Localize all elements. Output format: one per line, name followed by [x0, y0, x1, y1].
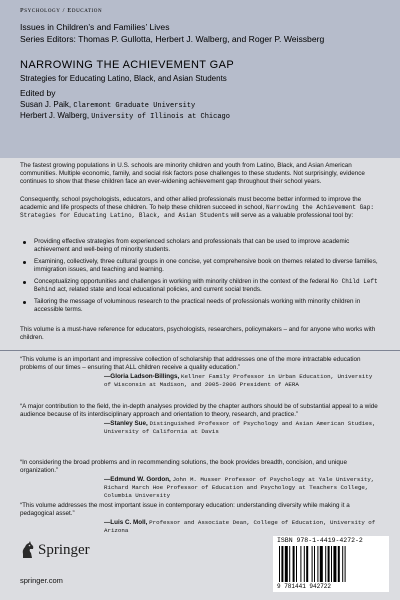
- endorsement-3-name: —Edmund W. Gordon,: [104, 476, 171, 483]
- category-label: [20, 7, 102, 14]
- editor-1-name: Susan J. Paik,: [20, 100, 72, 109]
- description-book-title: Narrowing the Achievement Gap: Strategies for Educating Latino, Black, and Asian Students: [20, 204, 374, 219]
- book-title: NARROWING THE ACHIEVEMENT GAP: [20, 59, 235, 71]
- bullet-text-2: Examining, collectively, three cultural groups in one concise, yet comprehensive book on themes related to diverse families, immigration issues, and teaching and learning.: [34, 258, 378, 273]
- endorsement-1: [20, 356, 382, 389]
- barcode-bar: [328, 546, 330, 582]
- editor-2-affiliation: University of Illinois at Chicago: [91, 113, 230, 121]
- barcode-bar: [304, 546, 305, 582]
- endorsement-3-text: “In considering the broad problems and in recommending solutions, the book provides breadth, concision, and unique organization.”: [20, 459, 347, 474]
- list-item: [20, 258, 382, 274]
- list-item: [20, 278, 382, 294]
- barcode-bar: [333, 546, 336, 582]
- barcode-bar: [338, 546, 340, 582]
- closing-paragraph: [20, 326, 382, 342]
- isbn-barcode: [273, 536, 389, 592]
- list-item: [20, 238, 382, 254]
- bullet-text-3-end: act, related state and local educational policies, and current social trends.: [57, 286, 262, 293]
- endorsement-4: [20, 502, 382, 535]
- publisher-name: Springer: [38, 541, 90, 558]
- editor-2: [20, 111, 230, 121]
- barcode-bar: [281, 546, 283, 582]
- barcode-bar: [285, 546, 288, 582]
- barcode-bar: [279, 546, 280, 582]
- endorsement-1-affiliation: Kellner Family Professor in Urban Education, University of Wisconsin at Madison, and 2005-2006 President of AERA: [104, 373, 373, 388]
- endorsement-1-name: —Gloria Ladson-Billings,: [104, 373, 180, 380]
- series-title: Issues in Children’s and Families’ Lives: [20, 22, 170, 32]
- endorsement-2-text: “A major contribution to the field, the in-depth analyses provided by the chapter authors should be of substantial appeal to a wide audience because of its interdisciplinary approach and orientation to theory, research, and practice.”: [20, 403, 378, 418]
- barcode-bar: [306, 546, 308, 582]
- editor-1-affiliation: Claremont Graduate University: [73, 102, 196, 110]
- barcode-bar: [325, 546, 326, 582]
- endorsement-4-attribution: [104, 519, 382, 535]
- description-text-2-end: will serve as a valuable professional tool by:: [230, 212, 354, 219]
- endorsement-2: [20, 403, 382, 436]
- series-editors: Series Editors: Thomas P. Gullotta, Herbert J. Walberg, and Roger P. Weissberg: [20, 34, 325, 44]
- bullet-text-4: Tailoring the message of voluminous research to the practical needs of professionals working with minority children in accessible terms.: [34, 298, 361, 313]
- barcode-bar: [331, 546, 332, 582]
- endorsement-1-text: “This volume is an important and impressive collection of scholarship that addresses one of the more intractable education problems of our times – ensuring that ALL children receive a quality education.”: [20, 356, 361, 371]
- barcode-bar: [296, 546, 297, 582]
- description-text-2-start: Consequently, school psychologists, educators, and other allied professionals must become better informed to improve the academic and life prospects of these children. To help these children succeed in school,: [20, 196, 362, 211]
- endorsement-1-attribution: [104, 373, 382, 389]
- endorsement-3: [20, 459, 382, 500]
- barcode-bar: [345, 546, 346, 582]
- feature-list: [20, 238, 382, 318]
- closing-text: This volume is a must-have reference for educators, psychologists, researchers, policymakers – and for anyone who works with children.: [20, 326, 376, 341]
- endorsement-4-text: “This volume addresses the most important issue in contemporary education: understanding diversity while making it a pedagogical asset.”: [20, 502, 350, 517]
- barcode-bar: [320, 546, 323, 582]
- bullet-text-3-start: Conceptualizing opportunities and challenges in working with minority children in the context of the federal: [34, 278, 330, 285]
- description-text-1: The fastest growing populations in U.S. schools are minority children and youth from Latino, Black, and Asian American communities. Multiple economic, family, and social risk factors pose challenges to these students. Not surprisingly, evidence continues to show that these children face an ever-widening achievement gap throughout their school years.: [20, 162, 365, 185]
- endorsement-2-affiliation: Distinguished Professor of Psychology and Asian American Studies, University of California at Davis: [104, 420, 376, 435]
- barcode-bar: [342, 546, 343, 582]
- description-paragraph-1: [20, 162, 382, 186]
- description-paragraph-2: [20, 196, 382, 220]
- barcode-bar: [314, 546, 315, 582]
- book-subtitle: Strategies for Educating Latino, Black, and Asian Students: [20, 74, 227, 83]
- endorsement-4-affiliation: Professor and Associate Dean, College of Education, University of Arizona: [104, 519, 376, 534]
- category-text: Psychology / Education: [20, 7, 103, 14]
- springer-knight-icon: [20, 541, 35, 559]
- endorsement-2-name: —Stanley Sue,: [104, 420, 148, 427]
- barcode-bar: [293, 546, 295, 582]
- publisher-website[interactable]: springer.com: [20, 576, 63, 585]
- section-divider: [0, 350, 400, 351]
- isbn-text: ISBN 978-1-4419-4272-2: [277, 537, 363, 544]
- springer-logo: [20, 541, 90, 559]
- endorsement-3-attribution: [104, 476, 382, 500]
- barcode-bar: [312, 546, 313, 582]
- bullet-text-1: Providing effective strategies from experienced scholars and professionals that can be used to improve academic achievement and well-being of minority students.: [34, 238, 350, 253]
- barcode-bar: [317, 546, 318, 582]
- bullet-act-name: No Child Left Behind: [34, 278, 378, 293]
- barcode-number: 9 781441 942722: [277, 583, 332, 590]
- description-text-2: [20, 196, 382, 220]
- editor-2-name: Herbert J. Walberg,: [20, 111, 90, 120]
- endorsement-2-attribution: [104, 420, 382, 436]
- barcode-bars: [279, 546, 383, 582]
- editor-1: [20, 100, 195, 110]
- barcode-bar: [289, 546, 290, 582]
- barcode-bar: [300, 546, 301, 582]
- list-item: [20, 298, 382, 314]
- edited-by-label: Edited by: [20, 88, 56, 98]
- endorsement-3-affiliation: John M. Musser Professor of Psychology at Yale University, Richard March Hoe Professor of Education and Psychology at Teachers College, Columbia University: [104, 476, 375, 499]
- endorsement-4-name: —Luis C. Moll,: [104, 519, 148, 526]
